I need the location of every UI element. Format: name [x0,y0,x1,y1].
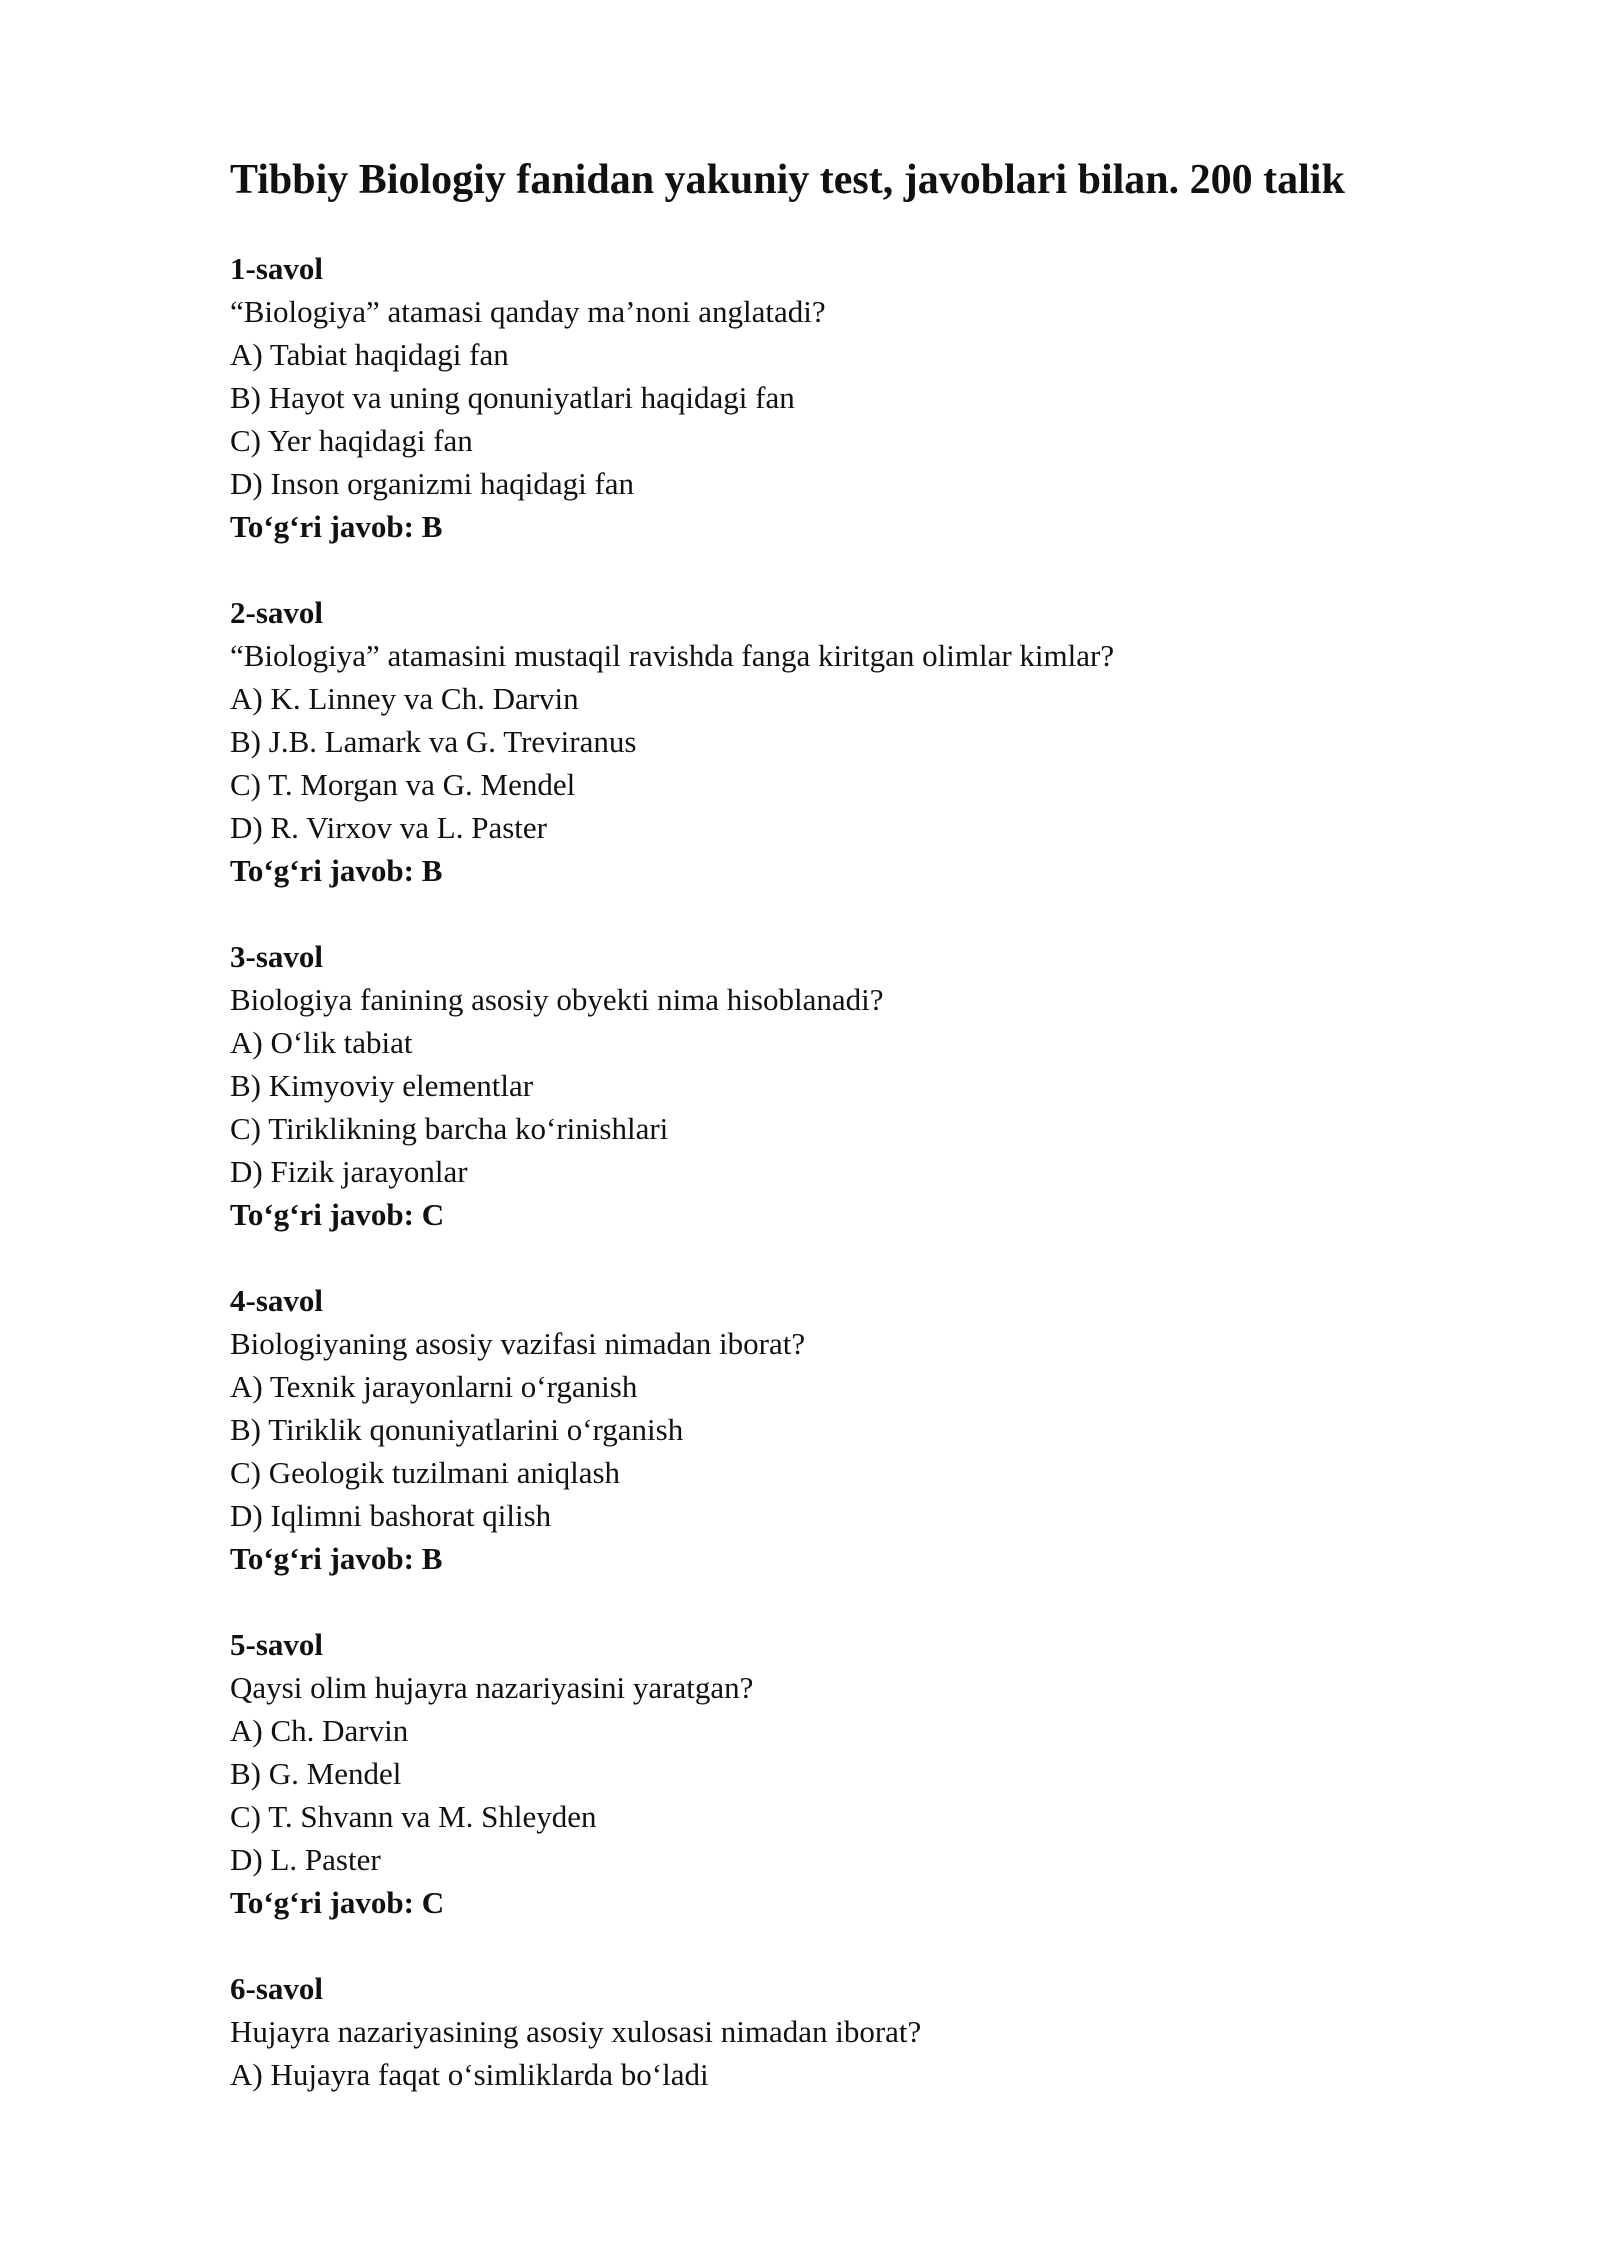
question-text: Biologiyaning asosiy vazifasi nimadan iborat? [230,1326,806,1361]
answer-option: A) Ch. Darvin [230,1713,409,1748]
answer-option: B) Kimyoviy elementlar [230,1068,534,1103]
answer-option: D) Inson organizmi haqidagi fan [230,466,635,501]
question-block [230,1967,1430,2096]
question-block [230,1279,1430,1580]
question-heading: 2-savol [230,595,323,630]
answer-option: D) L. Paster [230,1842,381,1877]
question-block [230,591,1430,892]
question-block [230,935,1430,1236]
answer-option: C) Tiriklikning barcha ko‘rinishlari [230,1111,669,1146]
question-heading: 5-savol [230,1627,323,1662]
answer-option: A) K. Linney va Ch. Darvin [230,681,579,716]
question-heading: 4-savol [230,1283,323,1318]
answer-option: B) Hayot va uning qonuniyatlari haqidagi fan [230,380,795,415]
answer-option: C) T. Shvann va M. Shleyden [230,1799,597,1834]
document-page [230,150,1430,2139]
answer-option: C) Yer haqidagi fan [230,423,473,458]
correct-answer: To‘g‘ri javob: C [230,1197,445,1232]
question-text: “Biologiya” atamasini mustaqil ravishda fanga kiritgan olimlar kimlar? [230,638,1115,673]
question-text: Qaysi olim hujayra nazariyasini yaratgan? [230,1670,754,1705]
question-heading: 1-savol [230,251,323,286]
answer-option: A) Tabiat haqidagi fan [230,337,509,372]
question-block [230,247,1430,548]
correct-answer: To‘g‘ri javob: C [230,1885,445,1920]
question-text: “Biologiya” atamasi qanday ma’noni anglatadi? [230,294,826,329]
answer-option: D) Fizik jarayonlar [230,1154,468,1189]
correct-answer: To‘g‘ri javob: B [230,1541,443,1576]
question-text: Hujayra nazariyasining asosiy xulosasi nimadan iborat? [230,2014,922,2049]
answer-option: B) J.B. Lamark va G. Treviranus [230,724,637,759]
correct-answer: To‘g‘ri javob: B [230,509,443,544]
answer-option: C) Geologik tuzilmani aniqlash [230,1455,621,1490]
answer-option: C) T. Morgan va G. Mendel [230,767,576,802]
answer-option: A) Hujayra faqat o‘simliklarda bo‘ladi [230,2057,709,2092]
answer-option: A) O‘lik tabiat [230,1025,413,1060]
correct-answer: To‘g‘ri javob: B [230,853,443,888]
answer-option: D) R. Virxov va L. Paster [230,810,547,845]
answer-option: A) Texnik jarayonlarni o‘rganish [230,1369,638,1404]
question-heading: 3-savol [230,939,323,974]
answer-option: B) Tiriklik qonuniyatlarini o‘rganish [230,1412,684,1447]
answer-option: B) G. Mendel [230,1756,402,1791]
answer-option: D) Iqlimni bashorat qilish [230,1498,552,1533]
question-block [230,1623,1430,1924]
document-title: Tibbiy Biologiy fanidan yakuniy test, javoblari bilan. 200 talik [230,157,1345,203]
question-heading: 6-savol [230,1971,323,2006]
question-text: Biologiya fanining asosiy obyekti nima hisoblanadi? [230,982,884,1017]
